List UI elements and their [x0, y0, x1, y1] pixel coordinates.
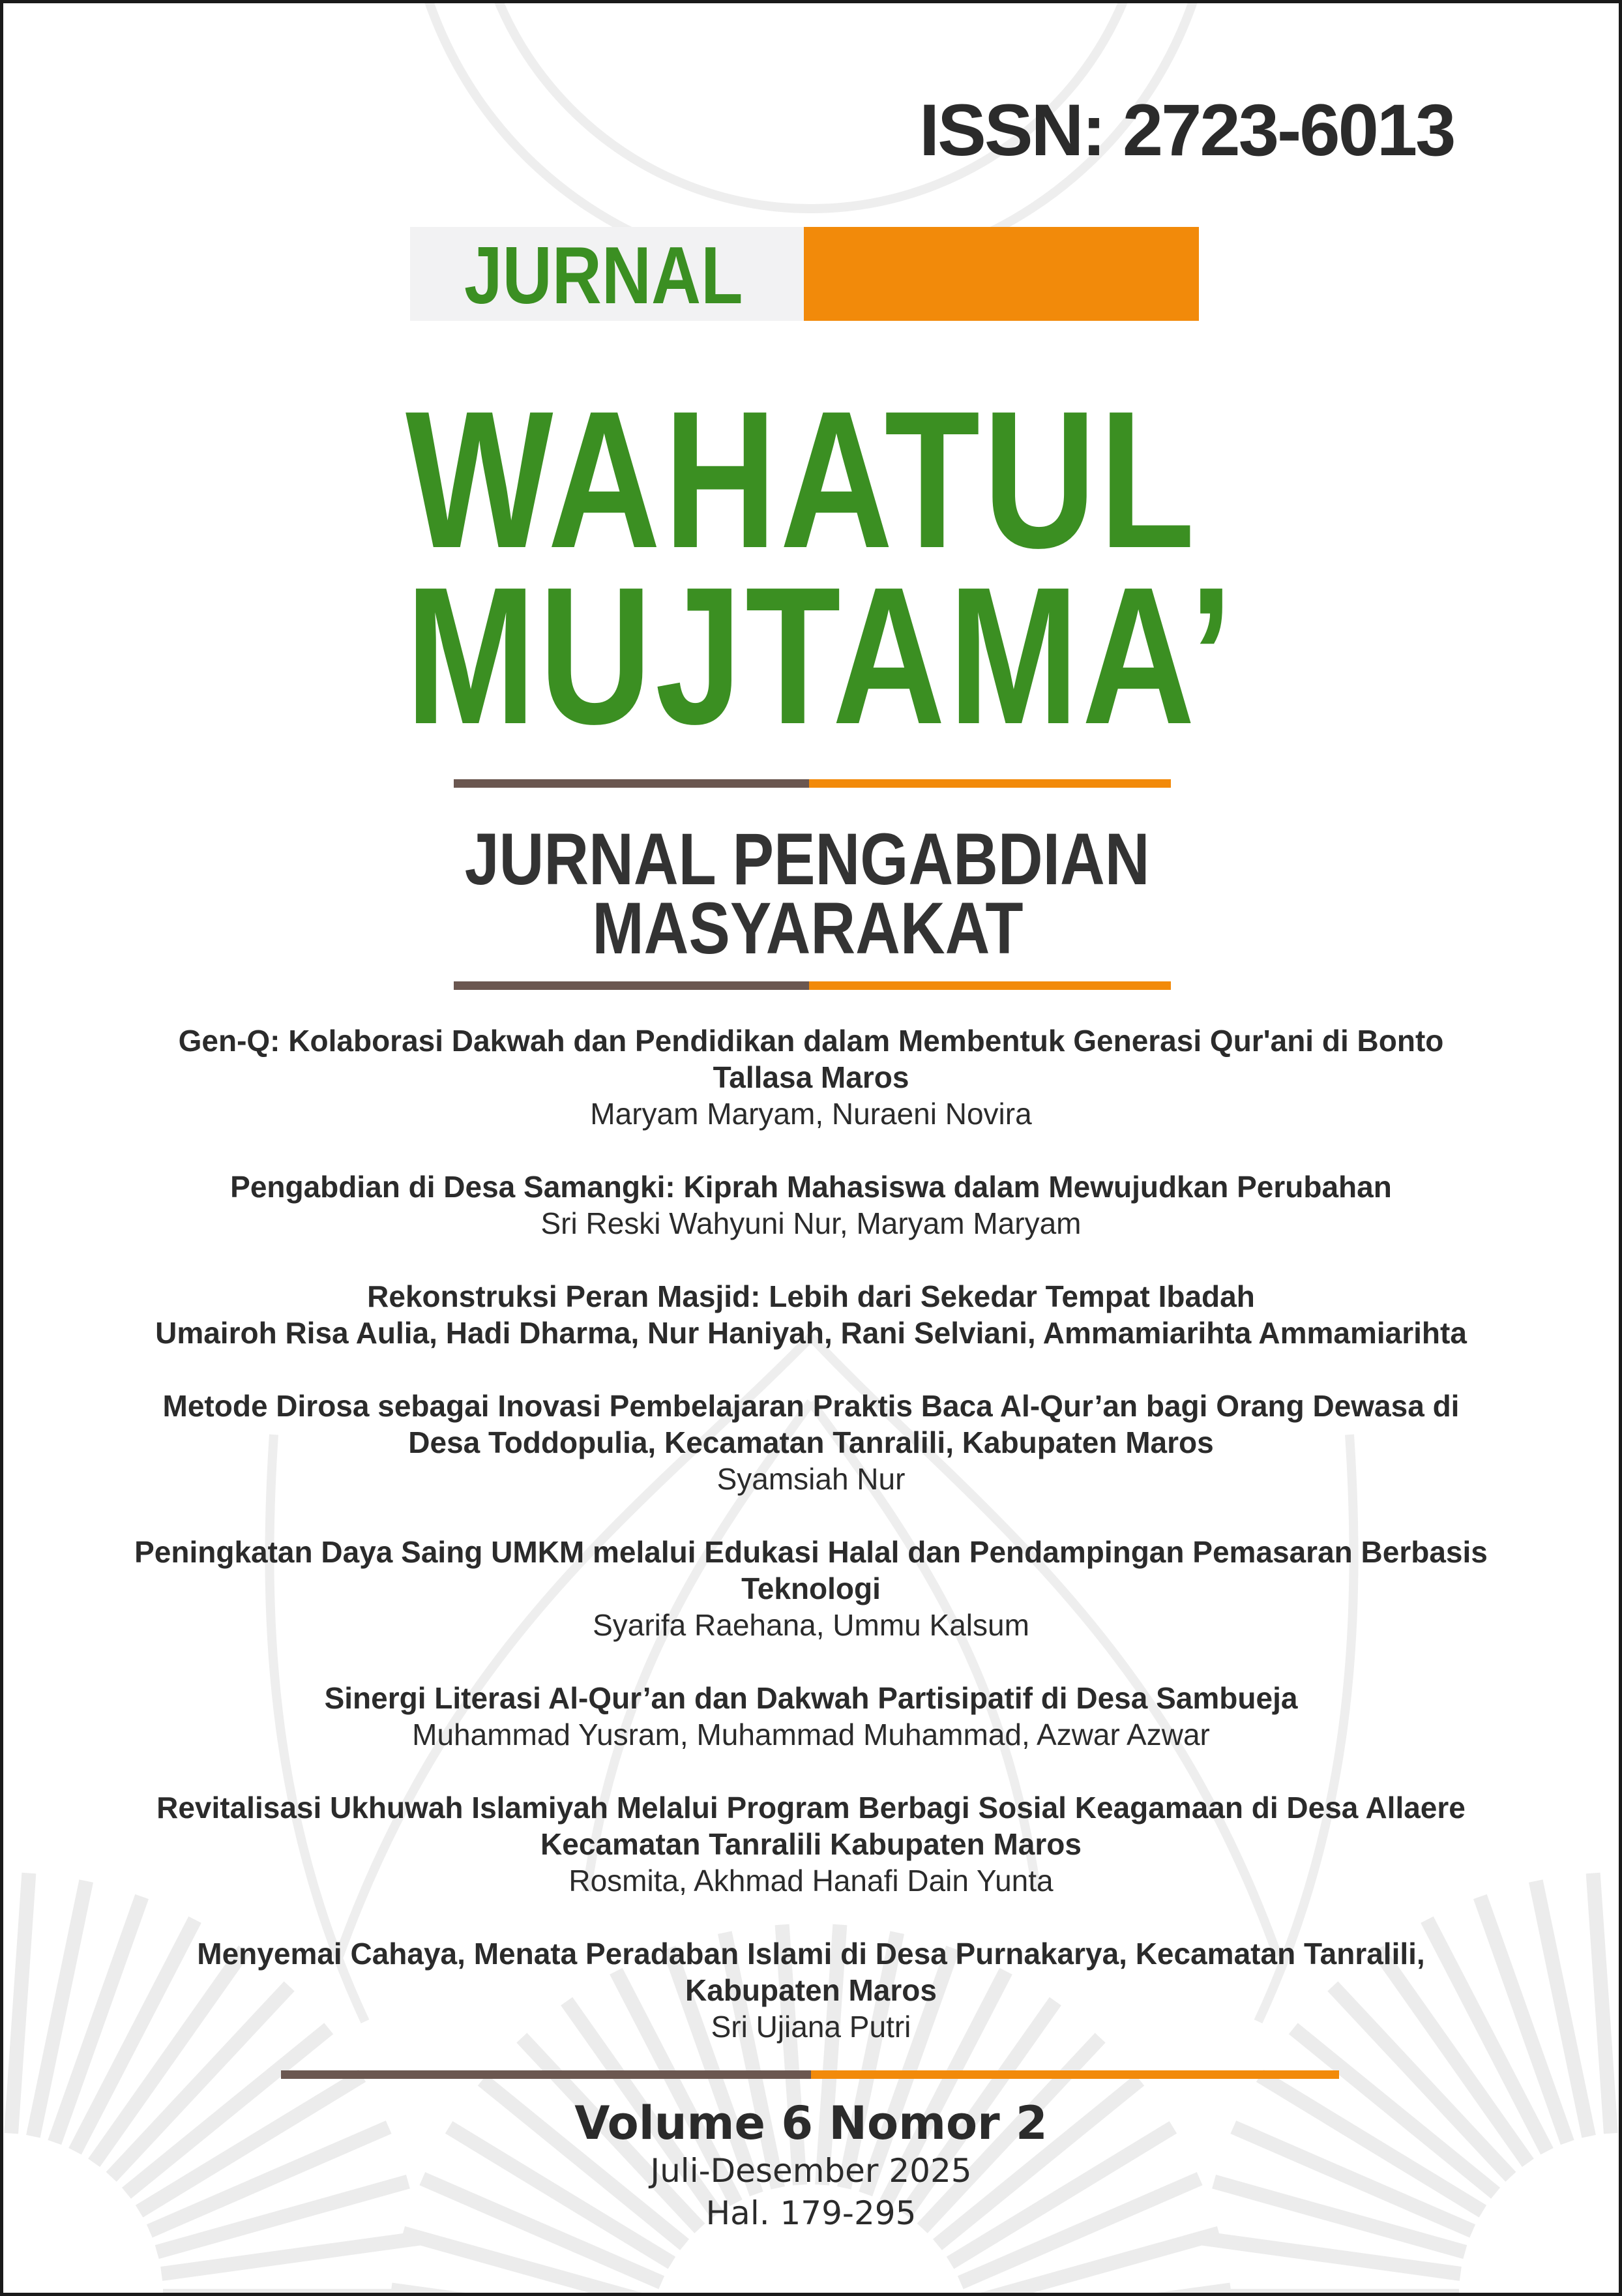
subtitle-text: JURNAL PENGABDIAN	[465, 818, 1150, 900]
article-title: Peningkatan Daya Saing UMKM melalui Edukasi Halal dan Pendampingan Pemasaran Berbasis	[134, 1535, 1488, 1569]
divider-orange	[809, 779, 1171, 788]
article-title: Metode Dirosa sebagai Inovasi Pembelajaran Praktis Baca Al-Qur’an bagi Orang Dewasa di	[162, 1389, 1460, 1423]
article-entry	[61, 1935, 1561, 2045]
article-entry	[61, 1534, 1561, 1643]
orange-accent-box	[804, 227, 1199, 321]
volume-number: Volume 6 Nomor 2	[574, 2096, 1048, 2150]
article-title: Kecamatan Tanralili Kabupaten Maros	[540, 1827, 1082, 1861]
article-title: Rekonstruksi Peran Masjid: Lebih dari Sekedar Tempat Ibadah	[367, 1279, 1255, 1313]
article-title: Gen-Q: Kolaborasi Dakwah dan Pendidikan dalam Membentuk Generasi Qur'ani di Bonto	[178, 1024, 1444, 1058]
article-title: Desa Toddopulia, Kecamatan Tanralili, Kabupaten Maros	[408, 1425, 1214, 1459]
article-authors: Rosmita, Akhmad Hanafi Dain Yunta	[568, 1864, 1054, 1898]
article-authors: Umairoh Risa Aulia, Hadi Dharma, Nur Haniyah, Rani Selviani, Ammamiarihta Ammamiarihta	[155, 1316, 1467, 1350]
journal-title-line2: MUJTAMA’	[406, 546, 1236, 765]
issn: ISSN: 2723-6013	[919, 89, 1454, 171]
article-entry	[61, 1680, 1561, 1753]
subtitle-text: MASYARAKAT	[591, 887, 1024, 969]
article-entry	[61, 1022, 1561, 1132]
divider-brown	[281, 2070, 811, 2079]
divider-orange	[811, 2070, 1339, 2079]
article-authors: Muhammad Yusram, Muhammad Muhammad, Azwar Azwar	[412, 1718, 1210, 1752]
divider-brown	[454, 981, 809, 990]
article-title: Menyemai Cahaya, Menata Peradaban Islami di Desa Purnakarya, Kecamatan Tanralili,	[197, 1937, 1425, 1971]
article-authors: Syamsiah Nur	[716, 1462, 906, 1496]
article-title: Tallasa Maros	[713, 1060, 909, 1094]
article-list	[61, 1022, 1561, 2081]
article-title: Kabupaten Maros	[685, 1973, 937, 2007]
article-title: Sinergi Literasi Al-Qur’an dan Dakwah Partisipatif di Desa Sambueja	[324, 1681, 1298, 1715]
article-entry	[61, 1169, 1561, 1242]
divider-orange	[809, 981, 1171, 990]
article-title: Revitalisasi Ukhuwah Islamiyah Melalui Program Berbagi Sosial Keagamaan di Desa Allaere	[156, 1791, 1466, 1825]
article-entry	[61, 1278, 1561, 1351]
article-entry	[61, 1789, 1561, 1899]
article-authors: Sri Reski Wahyuni Nur, Maryam Maryam	[540, 1206, 1082, 1240]
article-title: Teknologi	[741, 1572, 881, 1605]
journal-subtitle-line2	[392, 887, 1222, 969]
journal-title-line1: WAHATUL	[406, 370, 1198, 589]
article-title: Pengabdian di Desa Samangki: Kiprah Mahasiswa dalam Mewujudkan Perubahan	[230, 1170, 1392, 1204]
article-authors: Maryam Maryam, Nuraeni Novira	[590, 1097, 1032, 1131]
journal-subtitle-line1	[392, 818, 1222, 900]
divider-brown	[454, 779, 809, 788]
jurnal-label: JURNAL	[464, 231, 743, 321]
publication-period: Juli-Desember 2025	[650, 2152, 972, 2190]
article-entry	[61, 1388, 1561, 1497]
article-authors: Sri Ujiana Putri	[711, 2010, 911, 2044]
page-range: Hal. 179-295	[705, 2194, 917, 2232]
article-authors: Syarifa Raehana, Ummu Kalsum	[593, 1608, 1029, 1642]
